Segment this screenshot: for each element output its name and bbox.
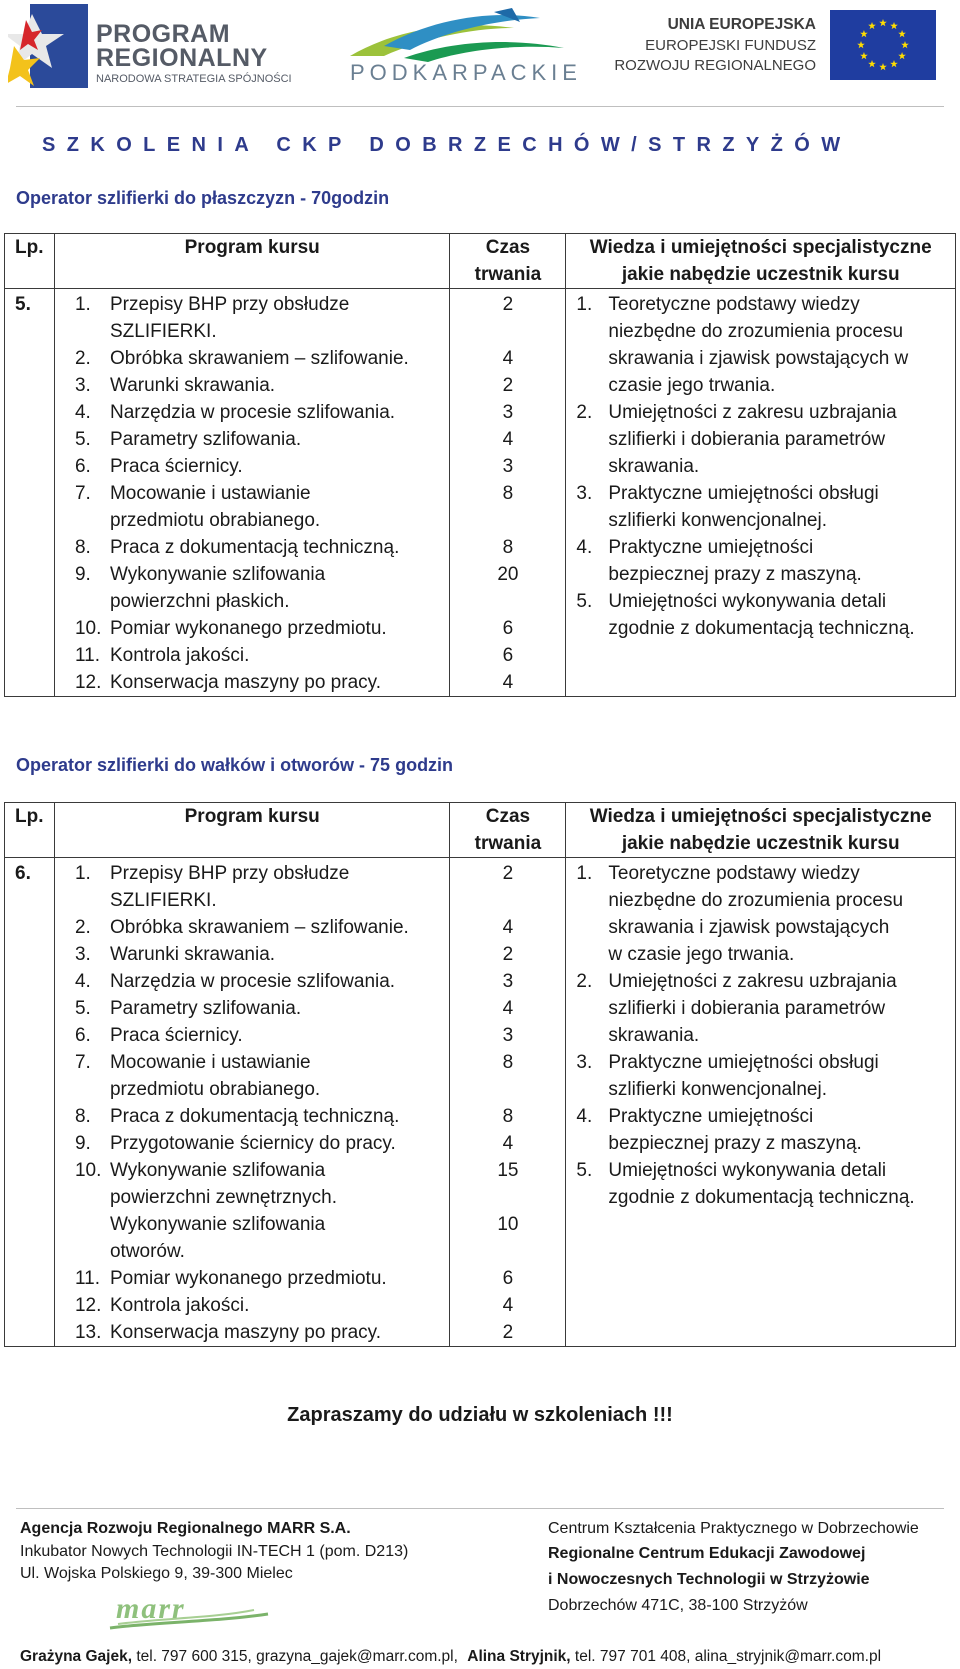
knowledge-line-text: szlifierki i dobierania parametrów bbox=[608, 429, 886, 450]
eu-star-icon bbox=[868, 22, 876, 29]
footer-agency-name: Agencja Rozwoju Regionalnego MARR S.A. bbox=[20, 1520, 351, 1537]
time-value: 2 bbox=[502, 294, 514, 315]
course-table bbox=[4, 233, 956, 697]
knowledge-line-text: czasie jego trwania. bbox=[608, 375, 776, 396]
program-line-text: Obróbka skrawaniem – szlifowanie. bbox=[109, 917, 409, 938]
program-line-text: Parametry szlifowania. bbox=[109, 998, 302, 1019]
col-header-time bbox=[450, 234, 566, 289]
knowledge-line bbox=[566, 1076, 955, 1103]
knowledge-line bbox=[566, 372, 955, 399]
program-line-text: Praca ściernicy. bbox=[109, 456, 243, 477]
eu-line-1: UNIA EUROPEJSKA bbox=[667, 16, 816, 33]
knowledge-line-text: skrawania. bbox=[608, 1025, 700, 1046]
time-value: 10 bbox=[497, 1214, 519, 1235]
table-row bbox=[5, 858, 956, 1347]
time-value: 2 bbox=[502, 375, 514, 396]
eu-star-icon bbox=[901, 41, 909, 48]
program-line bbox=[55, 561, 449, 588]
knowledge-line-text: skrawania. bbox=[608, 456, 700, 477]
program-line bbox=[55, 1130, 449, 1157]
eu-star-icon bbox=[890, 60, 898, 67]
program-line-number: 12. bbox=[74, 1295, 102, 1316]
eu-star-icon bbox=[898, 30, 906, 37]
col-header-time-line2: trwania bbox=[474, 833, 542, 854]
knowledge-line bbox=[566, 1022, 955, 1049]
eu-star-icon bbox=[879, 63, 887, 70]
eu-star-icon bbox=[860, 52, 868, 59]
footer-center-line2: Regionalne Centrum Edukacji Zawodowej bbox=[548, 1545, 866, 1562]
knowledge-line bbox=[566, 426, 955, 453]
program-line bbox=[55, 995, 449, 1022]
lp-cell: 6. bbox=[5, 858, 55, 1347]
time-value bbox=[450, 1076, 565, 1103]
program-line-number: 11. bbox=[74, 645, 100, 666]
time-value: 3 bbox=[502, 1025, 514, 1046]
knowledge-line-number: 2. bbox=[576, 971, 593, 992]
program-line bbox=[55, 860, 449, 887]
podkarpackie-logo bbox=[344, 8, 582, 88]
knowledge-line-number: 3. bbox=[576, 483, 593, 504]
time-value: 4 bbox=[502, 998, 514, 1019]
knowledge-cell bbox=[566, 858, 956, 1347]
time-value: 6 bbox=[502, 618, 514, 639]
eu-logo bbox=[614, 10, 936, 80]
program-line-text: SZLIFIERKI. bbox=[109, 890, 217, 911]
footer-center-name: Centrum Kształcenia Praktycznego w Dobrzechowie bbox=[548, 1520, 919, 1537]
eu-star-icon bbox=[898, 52, 906, 59]
time-value: 4 bbox=[502, 429, 514, 450]
knowledge-line bbox=[566, 615, 955, 642]
knowledge-line bbox=[566, 1049, 955, 1076]
time-value: 6 bbox=[502, 645, 514, 666]
time-value: 8 bbox=[502, 537, 514, 558]
time-value bbox=[450, 318, 565, 345]
time-value: 2 bbox=[502, 1322, 514, 1343]
knowledge-line bbox=[566, 941, 955, 968]
time-value: 20 bbox=[497, 564, 519, 585]
program-cell bbox=[54, 289, 449, 697]
knowledge-line bbox=[566, 914, 955, 941]
program-line bbox=[55, 1049, 449, 1076]
knowledge-line bbox=[566, 534, 955, 561]
knowledge-line-number: 5. bbox=[576, 1160, 593, 1181]
regionalny-line: REGIONALNY bbox=[96, 44, 268, 72]
eu-star-icon bbox=[860, 30, 868, 37]
marr-logo-icon bbox=[104, 1592, 274, 1632]
program-line bbox=[55, 426, 449, 453]
time-value bbox=[450, 887, 565, 914]
eu-star-icon bbox=[868, 60, 876, 67]
program-line bbox=[55, 1184, 449, 1211]
marr-logo-text: marr bbox=[116, 1592, 186, 1625]
program-line bbox=[55, 318, 449, 345]
knowledge-line-text: Teoretyczne podstawy wiedzy bbox=[608, 294, 860, 315]
time-value bbox=[450, 1184, 565, 1211]
invitation-text: Zapraszamy do udziału w szkoleniach !!! bbox=[287, 1404, 673, 1426]
knowledge-line-text: bezpiecznej prazy z maszyną. bbox=[608, 564, 862, 585]
knowledge-line bbox=[566, 480, 955, 507]
program-line bbox=[55, 372, 449, 399]
knowledge-line bbox=[566, 887, 955, 914]
program-line-text: Pomiar wykonanego przedmiotu. bbox=[109, 1268, 387, 1289]
knowledge-line bbox=[566, 561, 955, 588]
program-line bbox=[55, 480, 449, 507]
program-line-text: Warunki skrawania. bbox=[109, 944, 276, 965]
table-header-row bbox=[5, 234, 956, 289]
col-header-knowledge-line1: Wiedza i umiejętności specjalistyczne bbox=[589, 237, 932, 258]
table-header-row bbox=[5, 803, 956, 858]
knowledge-line-text: Praktyczne umiejętności obsługi bbox=[608, 483, 879, 504]
time-value: 4 bbox=[502, 1295, 514, 1316]
program-line bbox=[55, 1103, 449, 1130]
knowledge-line bbox=[566, 968, 955, 995]
strategy-line: NARODOWA STRATEGIA SPÓJNOŚCI bbox=[96, 73, 292, 85]
program-line-text: Kontrola jakości. bbox=[109, 645, 250, 666]
program-line-number: 9. bbox=[74, 564, 91, 585]
knowledge-line-text: Umiejętności wykonywania detali bbox=[608, 591, 887, 612]
podkarpackie-text: PODKARPACKIE bbox=[350, 60, 582, 85]
col-header-knowledge-line1: Wiedza i umiejętności specjalistyczne bbox=[589, 806, 932, 827]
program-line bbox=[55, 941, 449, 968]
eu-star-icon bbox=[879, 19, 887, 26]
program-line bbox=[55, 887, 449, 914]
time-value: 8 bbox=[502, 1106, 514, 1127]
time-value: 2 bbox=[502, 863, 514, 884]
program-line-number: 10. bbox=[74, 618, 102, 639]
program-line-text: powierzchni zewnętrznych. bbox=[109, 1187, 338, 1208]
program-line-number: 8. bbox=[74, 1106, 91, 1127]
program-line bbox=[55, 968, 449, 995]
knowledge-line-text: Umiejętności wykonywania detali bbox=[608, 1160, 887, 1181]
col-header-time bbox=[450, 803, 566, 858]
time-value: 15 bbox=[497, 1160, 519, 1181]
contact2-details: tel. 797 701 408, alina_stryjnik@marr.com.pl bbox=[570, 1648, 882, 1665]
program-line-text: Kontrola jakości. bbox=[109, 1295, 250, 1316]
knowledge-line-text: niezbędne do zrozumienia procesu bbox=[608, 890, 904, 911]
col-header-lp: Lp. bbox=[5, 803, 55, 858]
knowledge-line-text: w czasie jego trwania. bbox=[608, 944, 795, 965]
logo-header bbox=[0, 0, 960, 108]
program-line-number: 4. bbox=[74, 971, 91, 992]
knowledge-line bbox=[566, 588, 955, 615]
knowledge-line bbox=[566, 995, 955, 1022]
program-line-text: otworów. bbox=[109, 1241, 185, 1262]
knowledge-line-text: Praktyczne umiejętności bbox=[608, 1106, 814, 1127]
course-title: Operator szlifierki do wałków i otworów - 75 godzin bbox=[16, 755, 454, 775]
knowledge-line-text: Teoretyczne podstawy wiedzy bbox=[608, 863, 860, 884]
knowledge-line-text: Umiejętności z zakresu uzbrajania bbox=[608, 402, 897, 423]
knowledge-line-text: zgodnie z dokumentacją techniczną. bbox=[608, 1187, 915, 1208]
program-line-text: przedmiotu obrabianego. bbox=[109, 1079, 321, 1100]
program-line bbox=[55, 507, 449, 534]
footer-agency-address: Ul. Wojska Polskiego 9, 39-300 Mielec bbox=[20, 1565, 293, 1582]
time-value: 4 bbox=[502, 348, 514, 369]
knowledge-line-text: szlifierki konwencjonalnej. bbox=[608, 1079, 827, 1100]
program-line-number: 1. bbox=[74, 863, 91, 884]
program-line bbox=[55, 399, 449, 426]
program-line bbox=[55, 1211, 449, 1238]
podkarpackie-swoosh-icon bbox=[344, 8, 574, 64]
program-line-text: Parametry szlifowania. bbox=[109, 429, 302, 450]
eu-line-3: ROZWOJU REGIONALNEGO bbox=[614, 57, 816, 74]
knowledge-line-text: szlifierki konwencjonalnej. bbox=[608, 510, 827, 531]
program-line-number: 3. bbox=[74, 944, 91, 965]
program-line-text: Praca z dokumentacją techniczną. bbox=[109, 1106, 400, 1127]
program-line-number: 7. bbox=[74, 1052, 91, 1073]
col-header-knowledge-line2: jakie nabędzie uczestnik kursu bbox=[621, 264, 900, 285]
contact2-name: Alina Stryjnik, bbox=[467, 1648, 571, 1665]
program-cell bbox=[54, 858, 449, 1347]
knowledge-line-text: skrawania i zjawisk powstających w bbox=[608, 348, 909, 369]
page-title: SZKOLENIA CKP DOBRZECHÓW/STRZYŻÓW bbox=[42, 134, 852, 156]
program-line-text: Przepisy BHP przy obsłudze bbox=[109, 863, 350, 884]
program-line-number: 2. bbox=[74, 917, 91, 938]
knowledge-line-text: szlifierki i dobierania parametrów bbox=[608, 998, 886, 1019]
program-line bbox=[55, 615, 449, 642]
program-line-text: Konserwacja maszyny po pracy. bbox=[109, 1322, 382, 1343]
knowledge-line bbox=[566, 860, 955, 887]
header-divider bbox=[16, 106, 944, 107]
program-line-text: Warunki skrawania. bbox=[109, 375, 276, 396]
footer-center-address: Dobrzechów 471C, 38-100 Strzyżów bbox=[548, 1597, 808, 1614]
program-line-number: 6. bbox=[74, 456, 91, 477]
program-line-text: Wykonywanie szlifowania bbox=[109, 1214, 326, 1235]
footer-agency-building: Inkubator Nowych Technologii IN-TECH 1 (pom. D213) bbox=[20, 1543, 409, 1560]
footer-center-line3: i Nowoczesnych Technologii w Strzyżowie bbox=[548, 1571, 870, 1588]
knowledge-line bbox=[566, 1157, 955, 1184]
program-line-number: 6. bbox=[74, 1025, 91, 1046]
col-header-knowledge bbox=[566, 803, 956, 858]
knowledge-cell bbox=[566, 289, 956, 697]
col-header-time-line1: Czas bbox=[485, 806, 531, 827]
time-value: 8 bbox=[502, 1052, 514, 1073]
contact1-details: tel. 797 600 315, grazyna_gajek@marr.com.pl, bbox=[132, 1648, 458, 1665]
program-line bbox=[55, 642, 449, 669]
knowledge-line bbox=[566, 1130, 955, 1157]
program-line-text: SZLIFIERKI. bbox=[109, 321, 217, 342]
time-value: 8 bbox=[502, 483, 514, 504]
program-line bbox=[55, 345, 449, 372]
knowledge-line-text: bezpiecznej prazy z maszyną. bbox=[608, 1133, 862, 1154]
knowledge-line-text: Praktyczne umiejętności obsługi bbox=[608, 1052, 879, 1073]
program-line-number: 10. bbox=[74, 1160, 102, 1181]
program-line-number: 11. bbox=[74, 1268, 100, 1289]
program-line-number: 13. bbox=[74, 1322, 102, 1343]
program-regionalny-emblem-icon bbox=[8, 4, 92, 90]
program-line-text: Narzędzia w procesie szlifowania. bbox=[109, 402, 396, 423]
program-regionalny-logo bbox=[8, 4, 298, 90]
program-line bbox=[55, 1022, 449, 1049]
program-line-text: Mocowanie i ustawianie bbox=[109, 483, 311, 504]
time-value bbox=[450, 588, 565, 615]
knowledge-line-text: niezbędne do zrozumienia procesu bbox=[608, 321, 904, 342]
marr-logo bbox=[104, 1592, 274, 1632]
program-line bbox=[55, 1157, 449, 1184]
program-line bbox=[55, 588, 449, 615]
knowledge-line-number: 1. bbox=[576, 863, 593, 884]
col-header-time-line2: trwania bbox=[474, 264, 542, 285]
program-line bbox=[55, 1319, 449, 1346]
program-line-text: Konserwacja maszyny po pracy. bbox=[109, 672, 382, 693]
program-line-number: 5. bbox=[74, 429, 91, 450]
knowledge-line bbox=[566, 453, 955, 480]
program-line bbox=[55, 1076, 449, 1103]
time-value bbox=[450, 1238, 565, 1265]
program-line-number: 2. bbox=[74, 348, 91, 369]
footer-contacts bbox=[20, 1648, 881, 1666]
program-line-text: Mocowanie i ustawianie bbox=[109, 1052, 311, 1073]
course-table bbox=[4, 802, 956, 1347]
knowledge-line-number: 5. bbox=[576, 591, 593, 612]
time-value: 2 bbox=[502, 944, 514, 965]
knowledge-line bbox=[566, 318, 955, 345]
knowledge-line bbox=[566, 345, 955, 372]
program-line-number: 7. bbox=[74, 483, 91, 504]
program-line-number: 1. bbox=[74, 294, 91, 315]
program-line-text: Wykonywanie szlifowania bbox=[109, 1160, 326, 1181]
program-line-text: Praca ściernicy. bbox=[109, 1025, 243, 1046]
program-line-number: 8. bbox=[74, 537, 91, 558]
knowledge-line-number: 2. bbox=[576, 402, 593, 423]
time-cell bbox=[450, 858, 566, 1347]
program-line-text: Wykonywanie szlifowania bbox=[109, 564, 326, 585]
knowledge-line bbox=[566, 1184, 955, 1211]
eu-star-icon bbox=[890, 22, 898, 29]
program-line-text: Przepisy BHP przy obsłudze bbox=[109, 294, 350, 315]
time-cell bbox=[450, 289, 566, 697]
program-line-text: Obróbka skrawaniem – szlifowanie. bbox=[109, 348, 409, 369]
program-line-text: powierzchni płaskich. bbox=[109, 591, 290, 612]
program-line: PROGRAM bbox=[96, 20, 231, 48]
knowledge-line bbox=[566, 291, 955, 318]
knowledge-line-text: Umiejętności z zakresu uzbrajania bbox=[608, 971, 897, 992]
col-header-program: Program kursu bbox=[54, 803, 449, 858]
time-value: 3 bbox=[502, 402, 514, 423]
program-line-text: Praca z dokumentacją techniczną. bbox=[109, 537, 400, 558]
eu-star-icon bbox=[857, 41, 865, 48]
program-line-text: przedmiotu obrabianego. bbox=[109, 510, 321, 531]
program-line bbox=[55, 453, 449, 480]
knowledge-line bbox=[566, 507, 955, 534]
knowledge-line-text: zgodnie z dokumentacją techniczną. bbox=[608, 618, 915, 639]
program-line bbox=[55, 1292, 449, 1319]
col-header-knowledge bbox=[566, 234, 956, 289]
col-header-program: Program kursu bbox=[54, 234, 449, 289]
lp-cell: 5. bbox=[5, 289, 55, 697]
program-line-number: 9. bbox=[74, 1133, 91, 1154]
program-line-text: Pomiar wykonanego przedmiotu. bbox=[109, 618, 387, 639]
knowledge-line bbox=[566, 1103, 955, 1130]
knowledge-line-text: Praktyczne umiejętności bbox=[608, 537, 814, 558]
program-line-text: Przygotowanie ściernicy do pracy. bbox=[109, 1133, 396, 1154]
knowledge-line-text: skrawania i zjawisk powstających bbox=[608, 917, 890, 938]
program-line-text: Narzędzia w procesie szlifowania. bbox=[109, 971, 396, 992]
knowledge-line bbox=[566, 399, 955, 426]
time-value: 4 bbox=[502, 917, 514, 938]
col-header-time-line1: Czas bbox=[485, 237, 531, 258]
table-row bbox=[5, 289, 956, 697]
program-line-number: 4. bbox=[74, 402, 91, 423]
col-header-lp: Lp. bbox=[5, 234, 55, 289]
time-value: 3 bbox=[502, 456, 514, 477]
time-value: 3 bbox=[502, 971, 514, 992]
eu-flag-icon bbox=[830, 10, 936, 80]
program-line bbox=[55, 534, 449, 561]
time-value bbox=[450, 507, 565, 534]
program-line-number: 12. bbox=[74, 672, 102, 693]
knowledge-line-number: 4. bbox=[576, 1106, 593, 1127]
program-line bbox=[55, 1265, 449, 1292]
time-value: 6 bbox=[502, 1268, 514, 1289]
knowledge-line-number: 1. bbox=[576, 294, 593, 315]
time-value: 4 bbox=[502, 1133, 514, 1154]
footer-divider bbox=[16, 1508, 944, 1509]
time-value: 4 bbox=[502, 672, 514, 693]
col-header-knowledge-line2: jakie nabędzie uczestnik kursu bbox=[621, 833, 900, 854]
program-line bbox=[55, 1238, 449, 1265]
course-title: Operator szlifierki do płaszczyzn - 70godzin bbox=[16, 188, 390, 208]
contact1-name: Grażyna Gajek, bbox=[20, 1648, 133, 1665]
program-line bbox=[55, 914, 449, 941]
program-line bbox=[55, 669, 449, 696]
program-line-number: 5. bbox=[74, 998, 91, 1019]
eu-line-2: EUROPEJSKI FUNDUSZ bbox=[645, 37, 816, 54]
knowledge-line-number: 3. bbox=[576, 1052, 593, 1073]
knowledge-line-number: 4. bbox=[576, 537, 593, 558]
program-line-number: 3. bbox=[74, 375, 91, 396]
program-line bbox=[55, 291, 449, 318]
